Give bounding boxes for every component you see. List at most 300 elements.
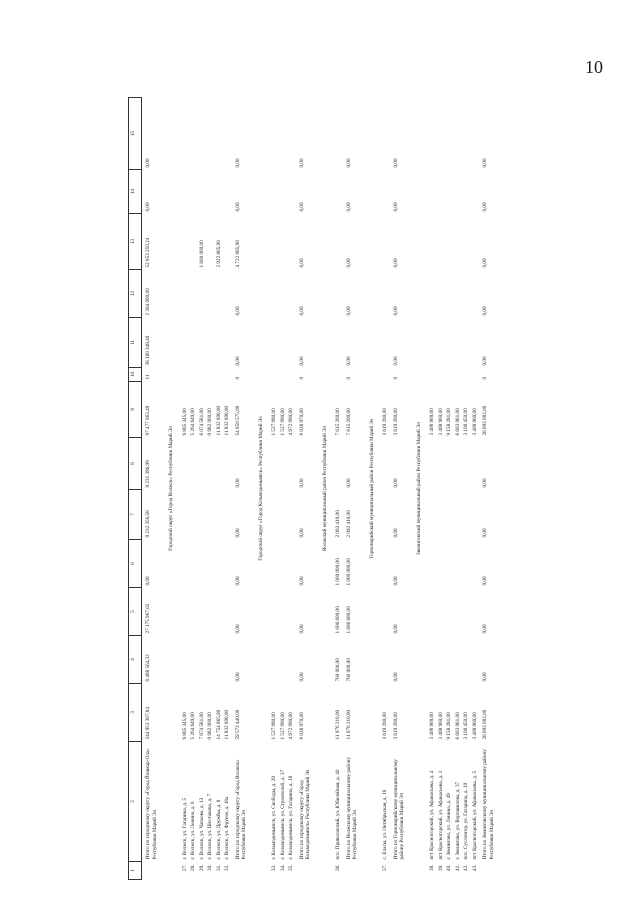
group-heading-row	[162, 98, 181, 880]
group-heading: Волжский муниципальный район Республики Марий Эл	[321, 425, 328, 552]
cell-c5	[270, 588, 279, 636]
cell-c13	[462, 214, 471, 270]
cell-c7	[428, 490, 437, 540]
row-number: 33.	[271, 864, 277, 871]
cell-c8	[206, 438, 215, 490]
cell-c13	[437, 214, 446, 270]
cell-c15	[198, 98, 207, 170]
total-row	[390, 98, 410, 880]
cell-c3: 1 527 990,00	[279, 712, 286, 740]
cell-c6	[437, 540, 446, 588]
cell-c3: 9 982 000,00	[207, 712, 213, 740]
cell-c7: 0,00	[392, 528, 399, 538]
row-label: Итого по городскому округу «Город Волжск» Республики Марий Эл	[234, 759, 247, 860]
cell-c7	[445, 490, 454, 540]
cell-c4	[381, 636, 390, 684]
column-header: 12	[129, 270, 142, 318]
column-header: 5	[129, 588, 142, 636]
cell-c9: 11 832 000,00	[215, 405, 222, 436]
cell-c12	[462, 270, 471, 318]
total-row	[343, 98, 363, 880]
cell-c6: 1 000 000,00	[345, 558, 352, 586]
cell-c5: 0,00	[298, 624, 305, 634]
table-row	[279, 98, 288, 880]
cell-c5	[445, 588, 454, 636]
cell-c7	[215, 490, 224, 540]
cell-c4: 760 000,00	[345, 658, 352, 682]
cell-c3: 8 028 970,00	[298, 712, 305, 740]
cell-c10	[462, 368, 471, 382]
cell-c10	[471, 368, 480, 382]
cell-c6	[445, 540, 454, 588]
cell-c4: 0,00	[298, 672, 305, 682]
cell-c9: 7 615 200,00	[345, 408, 352, 436]
cell-c11	[270, 318, 279, 368]
row-label: пгт Красногорский, ул. Афанасьева, д. 5	[471, 770, 478, 860]
cell-c10: 0	[392, 376, 399, 380]
cell-c9: 8 028 970,00	[298, 408, 305, 436]
cell-c7	[206, 490, 215, 540]
cell-c13	[206, 214, 215, 270]
cell-c7: 2 092 410,00	[345, 510, 352, 538]
row-label: г. Волжск, ул. Дружбы, д. 8	[215, 799, 222, 860]
cell-c14	[206, 170, 215, 214]
row-number	[232, 862, 252, 880]
cell-c15	[223, 98, 232, 170]
cell-c6	[428, 540, 437, 588]
cell-c5	[437, 588, 446, 636]
cell-c8	[270, 438, 279, 490]
cell-c5: 0,00	[234, 624, 241, 634]
cell-c7	[471, 490, 480, 540]
total-row	[296, 98, 316, 880]
table-row	[223, 98, 232, 880]
cell-c11	[215, 318, 224, 368]
cell-c10: 0	[482, 376, 488, 380]
row-label: пос. Приволжский, ул. Юбилейная, д. 40	[335, 769, 341, 860]
cell-c12: 0,00	[234, 306, 241, 316]
cell-c9: 28 893 682,00	[482, 405, 488, 436]
row-number: 29.	[198, 864, 205, 871]
cell-c15: 0,00	[145, 158, 151, 168]
cell-c7: 9 232 356,58	[145, 510, 151, 538]
cell-c15	[334, 98, 343, 170]
cell-c13: 52 853 250,24	[145, 237, 151, 268]
cell-c7	[437, 490, 446, 540]
column-header: 9	[129, 382, 142, 438]
cell-c6: 0,00	[392, 576, 399, 586]
row-label: г. Волжск, ул. Ленина, д. 6	[190, 801, 196, 860]
cell-c3: 6 603 081,00	[454, 712, 461, 740]
table-row	[462, 98, 471, 880]
row-number	[343, 862, 363, 880]
cell-c10	[181, 368, 190, 382]
row-number: 41.	[454, 864, 461, 871]
cell-c13	[223, 214, 232, 270]
cell-c8	[334, 438, 343, 490]
cell-c7	[223, 490, 232, 540]
cell-c4	[454, 636, 463, 684]
cell-c12: 0,00	[298, 306, 305, 316]
cell-c9: 1 527 990,00	[271, 408, 277, 436]
cell-c15	[189, 98, 198, 170]
row-number: 32.	[224, 864, 230, 871]
cell-c3: 7 874 581,00	[198, 712, 205, 740]
cell-c10	[270, 368, 279, 382]
cell-c13: 2 922 865,90	[215, 240, 222, 268]
cell-c4	[223, 636, 232, 684]
cell-c10	[287, 368, 296, 382]
cell-c15	[287, 98, 296, 170]
cell-c7: 2 092 410,00	[335, 510, 341, 538]
cell-c7	[198, 490, 207, 540]
row-number: 43.	[471, 864, 478, 871]
cell-c15	[445, 98, 454, 170]
cell-c11	[206, 318, 215, 368]
column-header: 15	[129, 98, 142, 170]
cell-c12: 0,00	[345, 306, 352, 316]
cell-c5	[223, 588, 232, 636]
group-heading: Горномарийский муниципальный район Республики Марий Эл	[368, 418, 375, 559]
cell-c9: 7 615 200,00	[335, 408, 341, 436]
row-number: 27.	[181, 864, 188, 871]
cell-c9: 3 619 200,00	[392, 408, 399, 436]
cell-c5: 0,00	[392, 624, 399, 634]
row-label: Итого по Горномарийскому муниципальному району Республики Марий Эл	[392, 759, 405, 860]
cell-c5	[206, 588, 215, 636]
cell-c9: 5 264 649,00	[190, 408, 196, 436]
cell-c13	[445, 214, 454, 270]
column-header: 2	[129, 742, 142, 862]
cell-c12	[270, 270, 279, 318]
group-heading-row	[316, 98, 335, 880]
cell-c7	[287, 490, 296, 540]
cell-c3: 244 953 387,84	[145, 707, 151, 740]
capital-repair-table	[128, 97, 499, 880]
cell-c13	[454, 214, 463, 270]
cell-c7	[270, 490, 279, 540]
cell-c13: 0,00	[345, 258, 352, 268]
cell-c13: 0,00	[392, 258, 399, 268]
cell-c8	[215, 438, 224, 490]
row-label: г. Звенигово, ул. Ленина, д. 49	[446, 793, 452, 860]
row-number: 37.	[382, 864, 388, 871]
cell-c3: 4 972 990,00	[288, 712, 294, 740]
cell-c5	[181, 588, 190, 636]
cell-c13	[381, 214, 390, 270]
cell-c8	[445, 438, 454, 490]
cell-c14: 0,00	[392, 202, 399, 212]
cell-c15: 0,00	[298, 158, 305, 168]
cell-c11: 0,00	[298, 356, 305, 366]
column-header-row	[129, 98, 142, 880]
cell-c14: 0,00	[482, 202, 488, 212]
cell-c13	[471, 214, 480, 270]
cell-c9: 3 408 960,00	[429, 408, 435, 436]
cell-c10	[334, 368, 343, 382]
cell-c15	[428, 98, 437, 170]
cell-c4	[462, 636, 471, 684]
column-header: 3	[129, 684, 142, 742]
cell-c6	[198, 540, 207, 588]
cell-c11	[334, 318, 343, 368]
cell-c11	[181, 318, 190, 368]
cell-c8	[454, 438, 463, 490]
cell-c6	[287, 540, 296, 588]
cell-c4: 0,00	[234, 672, 241, 682]
cell-c10	[428, 368, 437, 382]
cell-c14	[198, 170, 207, 214]
cell-c6: 0,00	[234, 576, 241, 586]
row-label: г. Волжск, ул. Шестакова, д. 7	[207, 793, 213, 860]
cell-c3: 59 572 440,00	[234, 709, 241, 740]
cell-c6: 0,00	[145, 576, 151, 586]
cell-c14	[189, 170, 198, 214]
cell-c7	[462, 490, 471, 540]
cell-c3: 9 865 345,00	[181, 712, 188, 740]
cell-c15	[471, 98, 480, 170]
cell-c5: 27 175 967,02	[145, 603, 151, 634]
cell-c6	[181, 540, 190, 588]
table-row	[181, 98, 190, 880]
cell-c14	[437, 170, 446, 214]
cell-c10: 0	[234, 376, 241, 380]
cell-c12	[445, 270, 454, 318]
rotated-table-sheet	[128, 98, 572, 880]
cell-c12	[334, 270, 343, 318]
cell-c11	[437, 318, 446, 368]
cell-c3: 3 408 960,00	[471, 712, 478, 740]
cell-c15	[215, 98, 224, 170]
table-row	[471, 98, 480, 880]
cell-c4	[215, 636, 224, 684]
cell-c12	[279, 270, 288, 318]
cell-c13	[287, 214, 296, 270]
group-heading: Звениговский муниципальный район Республики Марий Эл	[415, 422, 422, 555]
table-row	[454, 98, 463, 880]
cell-c8: 0,00	[392, 478, 399, 488]
cell-c14: 0,00	[298, 202, 305, 212]
cell-c9: 1 527 990,00	[279, 408, 286, 436]
cell-c14	[279, 170, 288, 214]
cell-c12	[181, 270, 190, 318]
column-header: 10	[129, 368, 142, 382]
cell-c12	[206, 270, 215, 318]
cell-c12	[471, 270, 480, 318]
row-label: пгт Красногорский, ул. Афанасьева, д. 4	[429, 770, 435, 860]
cell-c15	[279, 98, 288, 170]
cell-c10	[206, 368, 215, 382]
cell-c13	[181, 214, 190, 270]
row-label: Итого по городскому округу «Город Йошкар-Ола» Республики Марий Эл	[145, 748, 158, 860]
cell-c9: 9 982 000,00	[207, 408, 213, 436]
cell-c4	[287, 636, 296, 684]
cell-c15: 0,00	[392, 158, 399, 168]
row-number: 39.	[437, 864, 444, 871]
group-heading-row	[252, 98, 271, 880]
row-number: 38.	[429, 864, 435, 871]
cell-c3: 11 076 210,00	[345, 709, 352, 740]
cell-c11	[462, 318, 471, 368]
cell-c7: 0,00	[482, 528, 488, 538]
cell-c12	[215, 270, 224, 318]
cell-c3: 11 832 000,00	[224, 709, 230, 740]
cell-c13: 0,00	[482, 258, 488, 268]
cell-c15: 0,00	[234, 158, 241, 168]
cell-c9: 3 619 200,00	[382, 408, 388, 436]
cell-c14: 0,00	[145, 202, 151, 212]
cell-c15: 0,00	[482, 158, 488, 168]
cell-c15	[270, 98, 279, 170]
column-header: 4	[129, 636, 142, 684]
cell-c13	[334, 214, 343, 270]
cell-c8	[462, 438, 471, 490]
cell-c12	[198, 270, 207, 318]
cell-c15	[462, 98, 471, 170]
group-heading: Городской округ «Город Козьмодемьянск» Республики Марий Эл	[257, 416, 264, 561]
cell-c5	[454, 588, 463, 636]
cell-c7: 0,00	[234, 528, 241, 538]
cell-c13: 4 722 865,90	[234, 240, 241, 268]
table-row	[189, 98, 198, 880]
cell-c11: 0,00	[392, 356, 399, 366]
cell-c12	[287, 270, 296, 318]
row-label: с. Еласы, ул. Октябрьская, д. 18	[382, 789, 388, 860]
cell-c11	[189, 318, 198, 368]
cell-c7	[279, 490, 288, 540]
cell-c14	[270, 170, 279, 214]
cell-c12: 0,00	[482, 306, 488, 316]
cell-c6	[279, 540, 288, 588]
cell-c8: 0,00	[345, 478, 352, 488]
cell-c10	[223, 368, 232, 382]
cell-c8	[428, 438, 437, 490]
cell-c3: 3 108 450,00	[463, 712, 469, 740]
cell-c15	[206, 98, 215, 170]
row-number: 34.	[279, 864, 286, 871]
cell-c12	[454, 270, 463, 318]
cell-c7	[454, 490, 463, 540]
cell-c11	[223, 318, 232, 368]
cell-c10	[454, 368, 463, 382]
cell-c11	[287, 318, 296, 368]
cell-c4	[279, 636, 288, 684]
row-number: 35.	[288, 864, 294, 871]
row-number	[479, 862, 499, 880]
cell-c11	[381, 318, 390, 368]
table-row	[445, 98, 454, 880]
cell-c14	[454, 170, 463, 214]
cell-c9: 3 408 960,00	[471, 408, 478, 436]
cell-c6	[471, 540, 480, 588]
cell-c12	[189, 270, 198, 318]
row-label: Итого по городскому округу «Город Козьмодемьянск» Республики Марий Эл	[298, 769, 311, 860]
cell-c6: 0,00	[298, 576, 305, 586]
cell-c3: 9 158 281,00	[446, 712, 452, 740]
cell-c10	[437, 368, 446, 382]
cell-c5	[215, 588, 224, 636]
cell-c8	[198, 438, 207, 490]
total-row	[479, 98, 499, 880]
table-row	[437, 98, 446, 880]
cell-c6: 0,00	[482, 576, 488, 586]
cell-c8: 0,00	[298, 478, 305, 488]
row-label: г. Волжск, ул. Чапаева, д. 13	[198, 797, 205, 860]
cell-c9: 54 850 575,00	[234, 405, 241, 436]
cell-c7	[181, 490, 190, 540]
cell-c5: 0,00	[482, 624, 488, 634]
cell-c9: 4 972 990,00	[288, 408, 294, 436]
cell-c9: 3 408 960,00	[437, 408, 444, 436]
cell-c13	[428, 214, 437, 270]
cell-c6	[381, 540, 390, 588]
cell-c13	[279, 214, 288, 270]
cell-c11: 38 180 348,40	[145, 335, 151, 366]
cell-c6	[270, 540, 279, 588]
cell-c10	[198, 368, 207, 382]
cell-c5	[189, 588, 198, 636]
cell-c14	[381, 170, 390, 214]
cell-c8	[437, 438, 446, 490]
cell-c6	[215, 540, 224, 588]
cell-c14	[287, 170, 296, 214]
row-label: Итого по Волжскому муниципальному району Республики Марий Эл	[345, 756, 358, 860]
cell-c3: 3 619 200,00	[382, 712, 388, 740]
cell-c6: 1 000 000,00	[335, 558, 341, 586]
cell-c3: 3 408 960,00	[437, 712, 444, 740]
cell-c4	[198, 636, 207, 684]
row-label: пос. Суслонгер, ул. Гагарина, д. 10	[463, 782, 469, 860]
cell-c9: 9 158 281,00	[446, 408, 452, 436]
cell-c14: 0,00	[234, 202, 241, 212]
cell-c5	[381, 588, 390, 636]
cell-c14: 0,00	[345, 202, 352, 212]
table-row	[334, 98, 343, 880]
cell-c14	[223, 170, 232, 214]
row-label: г. Козьмодемьянск, ул. Гагарина, д. 18	[288, 775, 294, 860]
cell-c11	[454, 318, 463, 368]
cell-c13	[270, 214, 279, 270]
cell-c4: 760 000,00	[335, 658, 341, 682]
cell-c7: 0,00	[298, 528, 305, 538]
group-heading: Городской округ «Город Волжск» Республики Марий Эл	[168, 426, 174, 551]
cell-c6	[223, 540, 232, 588]
row-label: г. Волжск, ул. Фрунзе, д. 18а	[224, 796, 230, 860]
cell-c5	[471, 588, 480, 636]
cell-c3: 14 754 865,90	[215, 709, 222, 740]
cell-c4: 8 488 564,32	[145, 654, 151, 682]
cell-c12	[437, 270, 446, 318]
row-number: 40.	[446, 864, 452, 871]
cell-c12	[223, 270, 232, 318]
cell-c14	[471, 170, 480, 214]
cell-c5: 1 606 600,00	[335, 606, 341, 634]
cell-c15	[181, 98, 190, 170]
row-label: г. Звенигово, ул. Ворошилова, д. 37	[454, 781, 461, 860]
cell-c5	[198, 588, 207, 636]
table-row	[206, 98, 215, 880]
column-header: 8	[129, 438, 142, 490]
page-number: 10	[585, 57, 603, 77]
cell-c8	[381, 438, 390, 490]
cell-c12: 2 304 000,00	[145, 288, 151, 316]
cell-c15	[454, 98, 463, 170]
cell-c3: 1 527 990,00	[271, 712, 277, 740]
cell-c4: 0,00	[392, 672, 399, 682]
cell-c11: 0,00	[482, 356, 488, 366]
cell-c11	[428, 318, 437, 368]
cell-c15: 0,00	[345, 158, 352, 168]
